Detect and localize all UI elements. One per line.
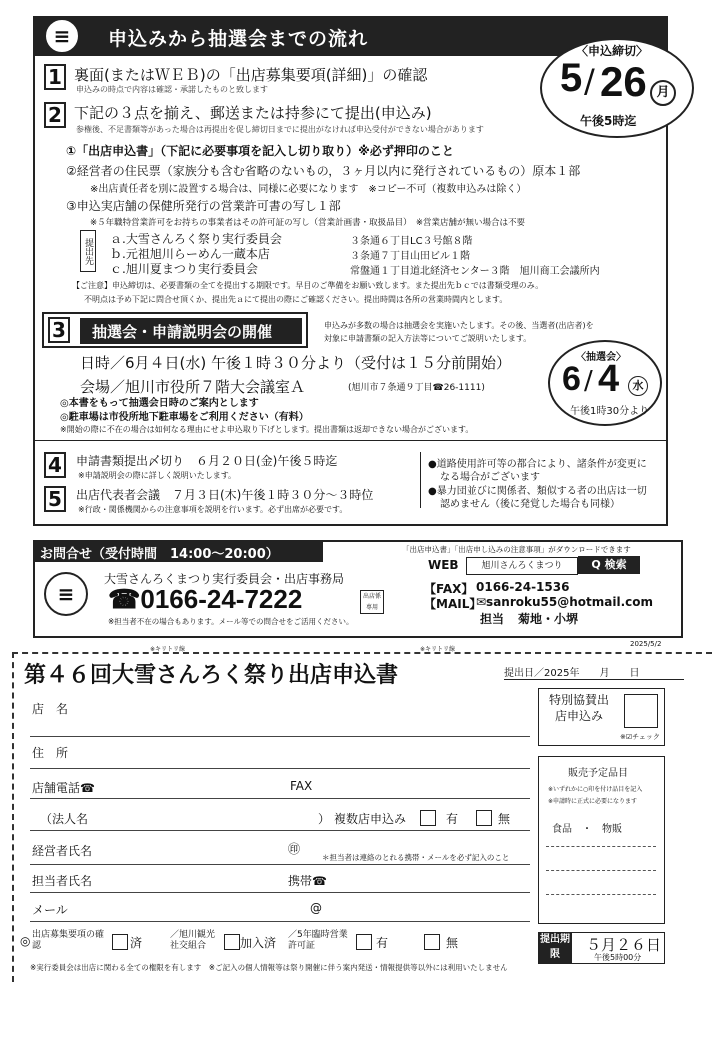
cut-label-2: ※キリトリ線 — [420, 646, 456, 653]
lottery-label: 〈抽選会〉 — [576, 352, 626, 363]
deadline-box-date: ５月２６日 — [586, 936, 662, 954]
special-sponsor-label: 特別協賛出店申込み — [548, 693, 609, 723]
sales-items-box — [538, 756, 665, 924]
step-2-item-2: ②経営者の住民票（家族分も含む省略のないもの，３ヶ月以内に発行されているもの）原本１部 — [66, 164, 581, 178]
submit-to-a-name: ａ.大雪さんろく祭り実行委員会 — [110, 232, 282, 246]
assoc-joined-label: 加入済 — [240, 936, 277, 950]
submit-to-b-addr: ３条通７丁目山田ビル１階 — [350, 251, 470, 262]
step-3-venue: 会場／旭川市役所７階大会議室Ａ — [80, 378, 306, 396]
permit-yes-label: 有 — [376, 936, 389, 950]
absent-note: ※担当者不在の場合もあります。メール等での問合せをご活用ください。 — [108, 617, 354, 626]
web-search-button[interactable] — [578, 556, 640, 574]
field-store-name-input[interactable] — [30, 736, 530, 737]
step-3-notice-1: ◎本書をもって抽選会日時のご案内とします — [60, 398, 259, 409]
seal-icon: ㊞ — [288, 842, 301, 856]
step-2-note: 参権後、不足書類等があった場合は再提出を促し締切日までに提出がなければ申込受付ができない場合があります — [76, 125, 484, 134]
submit-to-b-name: ｂ.元祖旭川らーめん一蔵本店 — [110, 247, 270, 261]
multi-yes-label: 有 — [446, 812, 459, 826]
submit-to-a-addr: ３条通６丁目LC３号館８階 — [350, 236, 473, 247]
multi-yes-checkbox[interactable] — [420, 810, 436, 826]
side-note-2b: 認めません（後に発覚した場合も同様） — [440, 499, 620, 510]
permit-no-checkbox[interactable] — [424, 934, 440, 950]
staff-label: 担当 — [480, 612, 505, 626]
step-2-item-1: ①「出店申込書」（下記に必要事項を記入し切り取り）※必ず押印のこと — [66, 144, 454, 158]
field-email-input[interactable] — [30, 921, 530, 922]
lottery-day: 4 — [598, 358, 620, 400]
lottery-month: 6 — [562, 360, 581, 398]
field-address-input[interactable] — [30, 768, 530, 769]
deadline-box-label: 提出期限 — [538, 932, 572, 964]
field-corp-label: （法人名 — [40, 812, 89, 826]
mail-address[interactable]: ✉sanroku55@hotmail.com — [476, 595, 653, 609]
confirm-checkbox[interactable] — [112, 934, 128, 950]
permit-yes-checkbox[interactable] — [356, 934, 372, 950]
field-owner-label: 経営者氏名 — [32, 844, 93, 858]
confirm-done-label: 済 — [130, 936, 143, 950]
sales-note-2: ※申請時に正式に必要になります — [548, 798, 638, 805]
lottery-weekday: 水 — [628, 376, 648, 396]
field-address-label: 住 所 — [32, 746, 69, 760]
sales-title: 販売予定品目 — [568, 768, 628, 779]
field-multi-label: 複数店申込み — [334, 812, 407, 826]
step-4-note: ※申請説明会の際に詳しく説明いたします。 — [78, 471, 237, 480]
logo-icon: ≡ — [44, 18, 80, 54]
field-corp-close: ） — [318, 812, 331, 826]
divider — [33, 440, 668, 441]
form-footer-note: ※実行委員会は出店に関わる全ての権限を有します ※ご記入の個人情報等は祭り開催に伴う案内発送・情報提供等以外には利用いたしません — [30, 963, 508, 972]
field-email-label: メール — [32, 903, 68, 917]
confirm-label: 出店募集要項の確認 — [32, 930, 105, 951]
sales-line-2[interactable] — [546, 870, 656, 871]
search-icon: Q — [591, 558, 601, 571]
caution-line-1: 【ご注意】申込締切は、必要書類の全てを提出する期限です。早目のご準備をお願い致します。また提出先ｂｃでは書類受理のみ。 — [72, 281, 544, 290]
step-5-number: 5 — [44, 486, 66, 512]
deadline-label: 〈申込締切〉 — [576, 44, 649, 58]
lottery-slash: / — [584, 366, 593, 396]
deadline-box-time: 午後5時00分 — [594, 953, 642, 962]
multi-no-label: 無 — [498, 812, 511, 826]
step-3-side-note-2: 対象に申請書類の記入方法等についてご説明いたします。 — [324, 334, 532, 343]
multi-no-checkbox[interactable] — [476, 810, 492, 826]
step-2-number: 2 — [44, 102, 66, 128]
step-3-number: 3 — [48, 317, 70, 343]
side-note-1: ●道路使用許可等の都合により、諸条件が変更に — [428, 459, 647, 470]
fax-label: 【FAX】 — [424, 582, 474, 596]
deadline-slash: / — [584, 62, 595, 100]
field-owner-input[interactable] — [30, 864, 530, 865]
lottery-time: 午後1時30分より — [570, 406, 650, 417]
step-1-number: 1 — [44, 64, 66, 90]
field-contact-input[interactable] — [30, 892, 530, 893]
step-3-datetime: 日時／6月４日(水) 午後１時３０分より（受付は１５分前開始） — [80, 354, 512, 372]
cut-line-side — [12, 652, 14, 982]
contact-title: お問合せ（受付時間 14:00～20:00） — [40, 547, 279, 562]
sales-line-1[interactable] — [546, 846, 656, 847]
step-3-title: 抽選会・申請説明会の開催 — [92, 323, 273, 341]
sales-note-1: ※いずれかに○印を付け品目を記入 — [548, 786, 643, 793]
caution-line-2: 不明点は予め下記に問合せ頂くか、提出先ａにて提出の際にご確認ください。提出時間は各所の営業時間内とします。 — [84, 295, 508, 304]
special-sponsor-checkbox[interactable] — [624, 694, 658, 728]
step-5-text: 出店代表者会議 ７月３日(木)午後１時３０分～３時位 — [76, 488, 374, 502]
sales-line-3[interactable] — [546, 894, 656, 895]
deadline-day: 26 — [600, 58, 647, 105]
field-tel-fax-input[interactable] — [30, 798, 530, 799]
step-3-absent-note: ※開始の際に不在の場合は如何なる理由にせよ申込取り下げとします。提出書類は返却できない場合がございます。 — [60, 425, 474, 434]
step-3-venue-addr: (旭川市７条通９丁目☎26-1111) — [348, 383, 485, 393]
organizer-tel: ☎0166-24-7222 — [108, 584, 303, 614]
permit-no-label: 無 — [446, 936, 459, 950]
deadline-time: 午後5時迄 — [580, 114, 637, 128]
step-2-item-2-note: ※出店責任者を別に設置する場合は、同様に必要になります ※コピー不可（複数申込みは除く） — [90, 184, 527, 195]
step-2-item-3-note: ※５年職特営業許可をお持ちの事業者はその許可証の写し（営業計画書・取扱品目） ※営業店舗が無い場合は不要 — [90, 218, 525, 228]
step-3-notice-2: ◎駐車場は市役所地下駐車場をご利用ください（有料） — [60, 412, 309, 423]
bottom-mark: ◎ — [20, 934, 31, 948]
tel-tag: 出店係専用 — [360, 590, 384, 614]
mail-label: 【MAIL】 — [424, 597, 482, 611]
field-store-tel-label: 店舗電話☎ — [32, 781, 95, 795]
step-2-text: 下記の３点を揃え、郵送または持参にて提出(申込み) — [74, 104, 432, 122]
field-mobile-label: 携帯☎ — [288, 874, 327, 888]
organizer-name: 大雪さんろくまつり実行委員会・出店事務局 — [104, 572, 345, 586]
step-1-note: 申込みの時点で内容は確認・承諾したものと致します — [76, 85, 268, 94]
field-email-at: @ — [310, 901, 322, 915]
step-5-note: ※行政・関係機関からの注意事項を説明を行います。必ず出席が必要です。 — [78, 505, 348, 514]
submit-to-label: 提出先 — [80, 230, 96, 272]
cut-label-1: ※キリトリ線 — [150, 646, 186, 653]
organizer-logo-icon: ≡ — [44, 572, 88, 616]
owner-note: ＊担当者は連絡のとれる携帯・メールを必ず記入のこと — [322, 853, 510, 862]
submit-to-c-addr: 常盤通１丁目道北経済センター３階 旭川商工会議所内 — [350, 266, 600, 277]
sales-category[interactable]: 食品 ・ 物販 — [552, 824, 622, 835]
field-fax-label: FAX — [290, 779, 313, 793]
step-4-text: 申請書類提出〆切り ６月２０日(金)午後５時迄 — [76, 454, 338, 468]
submit-to-c-name: ｃ.旭川夏まつり実行委員会 — [110, 262, 258, 276]
step-3-side-note-1: 申込みが多数の場合は抽選会を実施いたします。その後、当選者(出店者)を — [324, 321, 594, 330]
field-corp-input[interactable] — [30, 830, 530, 831]
deadline-month: 5 — [560, 56, 583, 100]
assoc-checkbox[interactable] — [224, 934, 240, 950]
special-check-note: ※☑チェック — [620, 733, 660, 741]
web-search-box[interactable]: 旭川さんろくまつり — [466, 557, 578, 575]
form-title: 第４６回大雪さんろく祭り出店申込書 — [24, 663, 399, 688]
submit-date[interactable]: 提出日／2025年 月 日 — [504, 664, 684, 680]
search-label: 検索 — [604, 558, 627, 571]
header-title: 申込みから抽選会までの流れ — [108, 28, 369, 50]
step-2-item-3: ③申込実店舗の保健所発行の営業許可書の写し１部 — [66, 199, 341, 213]
download-note: 「出店申込書」「出店申し込みの注意事項」がダウンロードできます — [402, 545, 631, 554]
field-store-name-label: 店 名 — [32, 702, 69, 716]
assoc-label: ／旭川観光社交組合 — [170, 930, 216, 951]
cut-line — [12, 652, 712, 654]
fax-number: 0166-24-1536 — [476, 580, 570, 594]
issue-date: 2025/5/2 — [630, 640, 662, 648]
staff-names: 菊地・小堺 — [518, 612, 579, 626]
permit-label: ／5年臨時営業許可証 — [288, 930, 348, 951]
step-4-number: 4 — [44, 452, 66, 478]
field-contact-label: 担当者氏名 — [32, 874, 93, 888]
side-note-1b: なる場合がございます — [440, 472, 540, 483]
deadline-weekday: 月 — [650, 80, 676, 106]
step-1-text: 裏面(またはＷＥＢ)の「出店募集要項(詳細)」の確認 — [74, 66, 428, 84]
web-label: WEB — [428, 558, 459, 572]
side-note-2: ●暴力団並びに関係者、類似する者の出店は一切 — [428, 486, 647, 497]
